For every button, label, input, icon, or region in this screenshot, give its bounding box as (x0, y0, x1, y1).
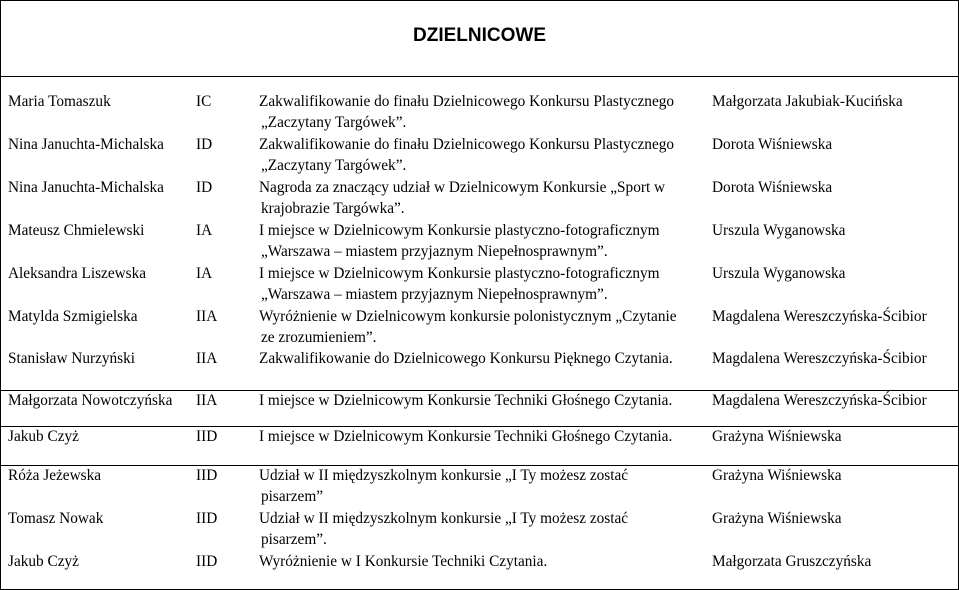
achievement (259, 91, 709, 133)
achievement (259, 134, 709, 176)
achievement-line-1: Udział w II międzyszkolnym konkursie „I Ty możesz zostać (259, 467, 629, 484)
student-name: Róża Jeżewska (8, 467, 102, 484)
table-row (0, 220, 959, 263)
achievement-line-1: I miejsce w Dzielnicowym Konkursie plastyczno-fotograficznym (259, 222, 660, 239)
student-name: Stanisław Nurzyński (8, 350, 136, 367)
table-row (0, 348, 959, 391)
teacher-name: Magdalena Wereszczyńska-Ścibior (712, 392, 927, 409)
achievement-line-1: I miejsce w Dzielnicowym Konkursie Techniki Głośnego Czytania. (259, 428, 673, 445)
teacher-name: Grażyna Wiśniewska (712, 428, 842, 445)
achievement (259, 263, 709, 305)
student-name: Nina Januchta-Michalska (8, 179, 164, 196)
teacher-name: Grażyna Wiśniewska (712, 510, 842, 527)
title-row (1, 1, 958, 77)
achievement (259, 348, 709, 369)
student-name: Małgorzata Nowotczyńska (8, 392, 173, 409)
table-row (0, 134, 959, 177)
table-row (0, 263, 959, 306)
teacher-name: Grażyna Wiśniewska (712, 467, 842, 484)
class-label: IID (196, 428, 218, 445)
achievement-line-1: Wyróżnienie w Dzielnicowym konkursie polonistycznym „Czytanie (259, 308, 677, 325)
class-label: IIA (196, 392, 218, 409)
class-label: IID (196, 553, 218, 570)
student-name: Tomasz Nowak (8, 510, 104, 527)
achievement-line-2: pisarzem” (261, 488, 324, 505)
achievement (259, 508, 709, 550)
student-name: Matylda Szmigielska (8, 308, 138, 325)
table-row (0, 306, 959, 348)
achievement-line-1: Nagroda za znaczący udział w Dzielnicowym Konkursie „Sport w (259, 179, 666, 196)
achievement-line-1: Zakwalifikowanie do finału Dzielnicowego Konkursu Plastycznego (259, 136, 675, 153)
table-row (0, 465, 959, 508)
achievement-line-1: Udział w II międzyszkolnym konkursie „I Ty możesz zostać (259, 510, 629, 527)
table-row (0, 426, 959, 466)
student-name: Mateusz Chmielewski (8, 222, 145, 239)
achievement-line-1: I miejsce w Dzielnicowym Konkursie plastyczno-fotograficznym (259, 265, 660, 282)
achievement-line-1: Zakwalifikowanie do Dzielnicowego Konkursu Pięknego Czytania. (259, 350, 673, 367)
achievement-line-1: Wyróżnienie w I Konkursie Techniki Czytania. (259, 553, 548, 570)
teacher-name: Urszula Wyganowska (712, 222, 846, 239)
teacher-name: Dorota Wiśniewska (712, 136, 833, 153)
achievement (259, 465, 709, 507)
achievement-line-2: „Zaczytany Targówek”. (261, 114, 407, 131)
achievement (259, 426, 709, 447)
page-title: DZIELNICOWE (413, 25, 546, 46)
teacher-name: Urszula Wyganowska (712, 265, 846, 282)
achievement (259, 551, 709, 572)
achievement-line-1: Zakwalifikowanie do finału Dzielnicowego Konkursu Plastycznego (259, 93, 675, 110)
table-row (0, 91, 959, 134)
achievement-line-2: „Warszawa – miastem przyjaznym Niepełnosprawnym”. (261, 243, 608, 260)
teacher-name: Małgorzata Gruszczyńska (712, 553, 872, 570)
class-label: ID (196, 179, 213, 196)
achievement-line-2: ze zrozumieniem”. (261, 329, 377, 346)
achievement (259, 390, 709, 411)
student-name: Jakub Czyż (8, 428, 79, 445)
teacher-name: Magdalena Wereszczyńska-Ścibior (712, 308, 927, 325)
teacher-name: Magdalena Wereszczyńska-Ścibior (712, 350, 927, 367)
achievement (259, 306, 709, 348)
achievement-line-2: pisarzem”. (261, 531, 327, 548)
achievement-line-1: I miejsce w Dzielnicowym Konkursie Techniki Głośnego Czytania. (259, 392, 673, 409)
student-name: Aleksandra Liszewska (8, 265, 147, 282)
achievement (259, 220, 709, 262)
student-name: Jakub Czyż (8, 553, 79, 570)
class-label: IIA (196, 308, 218, 325)
class-label: IIA (196, 350, 218, 367)
student-name: Maria Tomaszuk (8, 93, 111, 110)
achievement-line-2: krajobrazie Targówka”. (261, 200, 405, 217)
class-label: IID (196, 510, 218, 527)
table-row (0, 551, 959, 587)
class-label: IID (196, 467, 218, 484)
class-label: ID (196, 136, 213, 153)
achievement (259, 177, 709, 219)
class-label: IC (196, 93, 212, 110)
class-label: IA (196, 265, 213, 282)
teacher-name: Małgorzata Jakubiak-Kucińska (712, 93, 903, 110)
table-row (0, 177, 959, 220)
student-name: Nina Januchta-Michalska (8, 136, 164, 153)
table-row (0, 508, 959, 551)
table-row (0, 390, 959, 427)
achievement-line-2: „Warszawa – miastem przyjaznym Niepełnosprawnym”. (261, 286, 608, 303)
achievement-line-2: „Zaczytany Targówek”. (261, 157, 407, 174)
teacher-name: Dorota Wiśniewska (712, 179, 833, 196)
class-label: IA (196, 222, 213, 239)
